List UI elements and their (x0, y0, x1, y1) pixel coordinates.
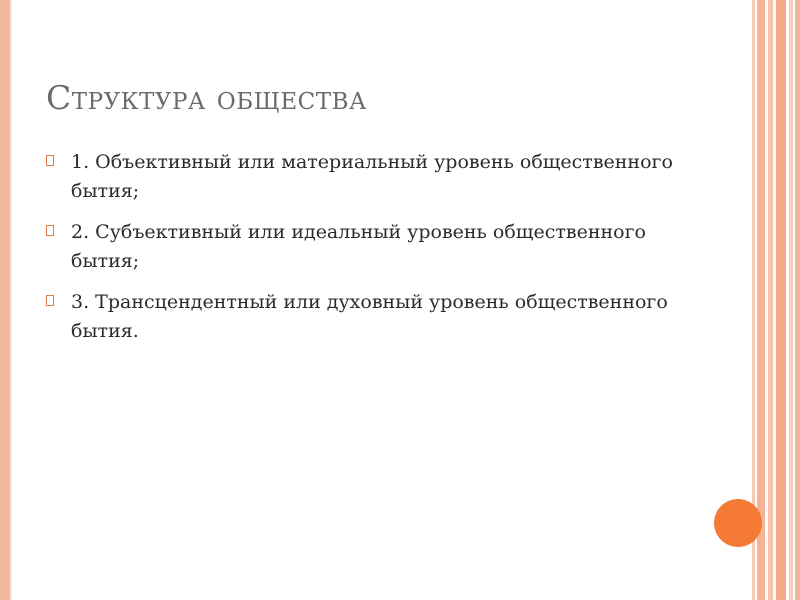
bullet-text: 3. Трансцендентный или духовный уровень общественного бытия. (71, 291, 668, 342)
bullet-item-3 (46, 288, 686, 346)
right-stripe-6 (795, 0, 800, 600)
slide-title: Структура общества (46, 78, 367, 117)
square-bullet-icon (46, 155, 54, 166)
square-bullet-icon (46, 295, 54, 306)
left-border-decoration (0, 0, 10, 600)
bullet-item-1 (46, 148, 686, 206)
bullet-text: 1. Объективный или материальный уровень общественного бытия; (71, 151, 673, 202)
right-stripe-3 (768, 0, 773, 600)
orange-circle-decoration (714, 499, 762, 547)
bullet-item-2 (46, 218, 686, 276)
square-bullet-icon (46, 225, 54, 236)
right-stripe-5 (789, 0, 793, 600)
left-border-inner-decoration (10, 0, 12, 600)
bullet-list (46, 148, 686, 358)
right-stripe-4 (776, 0, 786, 600)
bullet-text: 2. Субъективный или идеальный уровень общественного бытия; (71, 221, 646, 272)
